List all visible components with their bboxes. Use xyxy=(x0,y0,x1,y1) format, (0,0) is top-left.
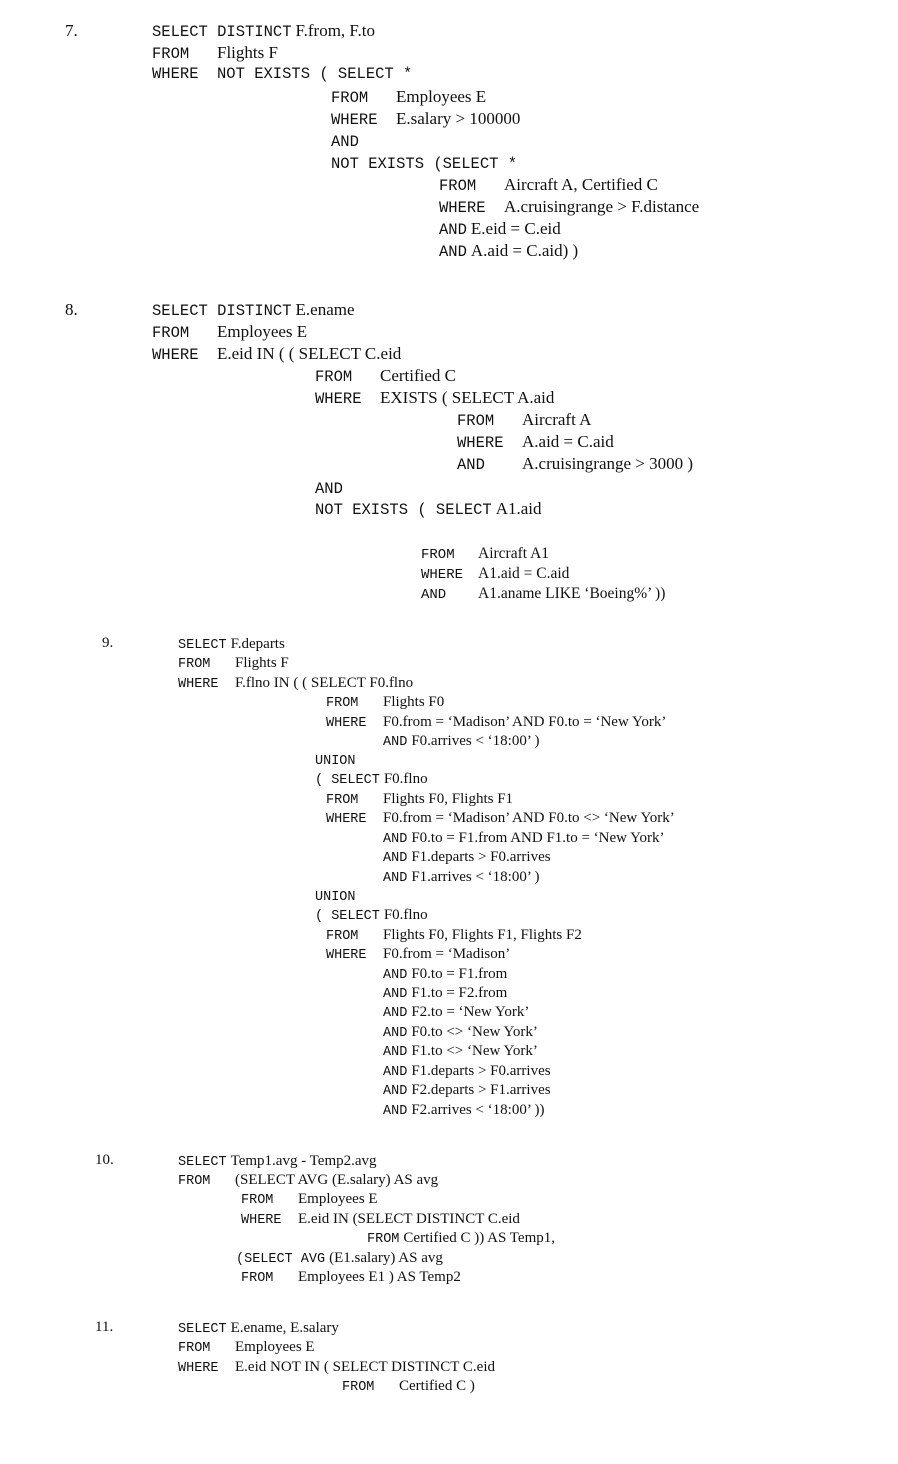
sql-keyword: FROM xyxy=(439,177,477,195)
sql-text: F0.from = ‘Madison’ AND F0.to = ‘New York’ xyxy=(383,714,667,730)
sql-line xyxy=(439,242,578,261)
sql-text: F2.departs > F1.arrives xyxy=(411,1082,551,1098)
sql-text: Employees E xyxy=(298,1191,378,1207)
sql-text: Aircraft A xyxy=(522,410,592,429)
sql-line xyxy=(383,1063,551,1080)
sql-text: E.eid IN (SELECT DISTINCT C.eid xyxy=(298,1211,520,1227)
sql-text: Employees E1 ) AS Temp2 xyxy=(298,1269,461,1285)
sql-keyword: WHERE xyxy=(178,1361,219,1376)
sql-line xyxy=(315,752,356,769)
sql-line xyxy=(457,411,591,430)
sql-text: F0.to <> ‘New York’ xyxy=(411,1024,538,1040)
sql-line xyxy=(315,888,356,905)
sql-text: F1.departs > F0.arrives xyxy=(411,849,551,865)
sql-keyword: FROM xyxy=(178,657,211,672)
sql-line xyxy=(178,1339,315,1356)
sql-keyword: FROM xyxy=(331,89,369,107)
sql-text: F2.to = ‘New York’ xyxy=(411,1004,530,1020)
sql-line xyxy=(152,301,355,320)
sql-keyword: FROM xyxy=(326,696,359,711)
sql-text: E.salary > 100000 xyxy=(396,109,521,128)
sql-line xyxy=(439,176,658,195)
sql-line xyxy=(315,389,554,408)
sql-text: A.aid = C.aid xyxy=(522,432,614,451)
sql-keyword: WHERE xyxy=(241,1213,282,1228)
sql-line xyxy=(331,110,520,129)
sql-line xyxy=(421,566,569,582)
sql-line xyxy=(457,433,614,452)
sql-keyword: WHERE xyxy=(326,716,367,731)
sql-line xyxy=(178,1153,377,1170)
sql-line xyxy=(383,1043,538,1060)
sql-text: (E1.salary) AS avg xyxy=(329,1250,443,1266)
sql-keyword: WHERE xyxy=(439,199,486,217)
sql-text: E.eid = C.eid xyxy=(470,219,561,238)
sql-keyword: AND xyxy=(383,1084,408,1099)
sql-text: F.from, F.to xyxy=(295,21,375,40)
sql-keyword: SELECT xyxy=(178,1322,227,1337)
query-number: 7. xyxy=(65,21,78,40)
sql-line xyxy=(152,22,375,41)
sql-text: Aircraft A1 xyxy=(478,545,550,562)
sql-keyword: WHERE xyxy=(457,434,504,452)
sql-text: F1.arrives < ‘18:00’ ) xyxy=(411,869,540,885)
sql-line xyxy=(439,220,561,239)
sql-keyword: UNION xyxy=(315,754,356,769)
sql-keyword: AND xyxy=(383,1104,408,1119)
sql-line xyxy=(326,927,582,944)
sql-keyword: WHERE xyxy=(326,812,367,827)
sql-text: Flights F0, Flights F1, Flights F2 xyxy=(383,927,582,943)
sql-keyword: AND xyxy=(331,133,359,151)
sql-line xyxy=(383,966,507,983)
sql-text: F0.to = F1.from AND F1.to = ‘New York’ xyxy=(411,830,665,846)
sql-keyword: FROM xyxy=(241,1271,274,1286)
sql-line xyxy=(439,198,699,217)
sql-line xyxy=(178,1172,438,1189)
sql-keyword: AND xyxy=(383,851,408,866)
sql-keyword: FROM xyxy=(421,547,455,563)
sql-line xyxy=(421,546,549,562)
sql-line xyxy=(241,1269,461,1286)
sql-text: Flights F xyxy=(217,43,278,62)
sql-keyword: WHERE xyxy=(315,390,362,408)
sql-text: F0.arrives < ‘18:00’ ) xyxy=(411,733,540,749)
sql-text: F0.flno xyxy=(383,771,428,787)
sql-line xyxy=(315,771,428,788)
sql-text: NOT EXISTS ( SELECT * xyxy=(217,65,413,83)
sql-keyword: FROM xyxy=(241,1193,274,1208)
sql-line xyxy=(315,367,456,386)
sql-keyword: WHERE xyxy=(331,111,378,129)
query-number: 11. xyxy=(95,1319,114,1335)
sql-keyword: SELECT DISTINCT xyxy=(152,23,292,41)
sql-keyword: FROM xyxy=(178,1174,211,1189)
sql-line xyxy=(383,849,551,866)
sql-line xyxy=(331,154,517,173)
sql-line xyxy=(236,1250,443,1267)
sql-text: Flights F0, Flights F1 xyxy=(383,791,514,807)
sql-line xyxy=(383,869,539,886)
sql-text: F0.from = ‘Madison’ xyxy=(383,946,511,962)
sql-text: A.cruisingrange > F.distance xyxy=(504,197,700,216)
sql-keyword: AND xyxy=(383,871,408,886)
sql-keyword: AND xyxy=(383,987,408,1002)
sql-keyword: AND xyxy=(315,480,343,498)
sql-line xyxy=(331,132,359,151)
sql-line xyxy=(383,985,507,1002)
sql-line xyxy=(315,500,542,519)
sql-text: F1.departs > F0.arrives xyxy=(411,1063,551,1079)
sql-keyword: AND xyxy=(383,735,408,750)
sql-text: Certified C ) xyxy=(399,1378,475,1394)
sql-keyword: AND xyxy=(383,1065,408,1080)
sql-keyword: FROM xyxy=(367,1232,400,1247)
sql-line xyxy=(326,810,675,827)
sql-keyword: UNION xyxy=(315,890,356,905)
sql-keyword: WHERE xyxy=(152,346,199,364)
sql-line xyxy=(383,1024,538,1041)
sql-line xyxy=(383,1082,551,1099)
sql-keyword: FROM xyxy=(152,324,190,342)
sql-keyword: NOT EXISTS ( SELECT xyxy=(315,501,492,519)
sql-keyword: FROM xyxy=(178,1341,211,1356)
sql-line xyxy=(383,1004,529,1021)
sql-keyword: SELECT xyxy=(178,1155,227,1170)
sql-text: Flights F xyxy=(235,655,289,671)
sql-text: EXISTS ( SELECT A.aid xyxy=(380,388,555,407)
sql-line xyxy=(326,791,513,808)
sql-keyword: SELECT xyxy=(178,638,227,653)
sql-keyword: FROM xyxy=(342,1380,375,1395)
query-number: 10. xyxy=(95,1152,114,1168)
sql-text: (SELECT AVG (E.salary) AS avg xyxy=(235,1172,439,1188)
sql-line xyxy=(241,1191,378,1208)
sql-line xyxy=(241,1211,520,1228)
sql-line xyxy=(367,1230,555,1247)
sql-keyword: ( SELECT xyxy=(315,909,380,924)
sql-line xyxy=(152,44,278,63)
sql-text: A1.aid = C.aid xyxy=(478,565,570,582)
sql-keyword: WHERE xyxy=(326,948,367,963)
sql-line xyxy=(152,345,401,364)
sql-line xyxy=(383,733,539,750)
sql-line xyxy=(326,694,444,711)
sql-text: F2.arrives < ‘18:00’ )) xyxy=(411,1102,545,1118)
sql-text: F.flno IN ( ( SELECT F0.flno xyxy=(235,675,414,691)
sql-text: E.eid IN ( ( SELECT C.eid xyxy=(217,344,402,363)
sql-line xyxy=(383,1102,544,1119)
sql-text: A1.aname LIKE ‘Boeing%’ )) xyxy=(478,585,666,602)
sql-line xyxy=(178,675,413,692)
sql-line xyxy=(152,66,412,83)
sql-line xyxy=(315,907,428,924)
sql-keyword: FROM xyxy=(315,368,353,386)
sql-line xyxy=(342,1378,475,1395)
sql-text: F0.to = F1.from xyxy=(411,966,508,982)
sql-line xyxy=(421,586,665,602)
sql-line xyxy=(178,1320,339,1337)
sql-text: A1.aid xyxy=(495,499,542,518)
sql-line xyxy=(331,88,486,107)
sql-line xyxy=(152,323,307,342)
sql-keyword: AND xyxy=(439,243,467,261)
sql-keyword: WHERE xyxy=(178,677,219,692)
sql-keyword: AND xyxy=(457,456,485,474)
sql-keyword: WHERE xyxy=(152,65,199,83)
sql-text: Employees E xyxy=(217,322,308,341)
sql-keyword: NOT EXISTS (SELECT * xyxy=(331,155,518,173)
sql-keyword: AND xyxy=(439,221,467,239)
sql-keyword: AND xyxy=(383,832,408,847)
sql-text: Flights F0 xyxy=(383,694,445,710)
sql-text: E.ename xyxy=(295,300,355,319)
sql-keyword: AND xyxy=(383,1006,408,1021)
sql-text: Certified C )) AS Temp1, xyxy=(403,1230,555,1246)
sql-keyword: FROM xyxy=(152,45,190,63)
sql-text: A.cruisingrange > 3000 ) xyxy=(522,454,694,473)
sql-text: F1.to = F2.from xyxy=(411,985,508,1001)
sql-text: Employees E xyxy=(235,1339,315,1355)
sql-text: A.aid = C.aid) ) xyxy=(470,241,579,260)
sql-text: F0.from = ‘Madison’ AND F0.to <> ‘New York’ xyxy=(383,810,675,826)
sql-line xyxy=(326,946,510,963)
sql-text: F.departs xyxy=(230,636,285,652)
sql-keyword: FROM xyxy=(457,412,495,430)
sql-keyword: AND xyxy=(383,1026,408,1041)
sql-keyword: ( SELECT xyxy=(315,773,380,788)
sql-line xyxy=(326,714,666,731)
sql-line xyxy=(315,479,343,498)
sql-text: F1.to <> ‘New York’ xyxy=(411,1043,538,1059)
sql-line xyxy=(178,636,285,653)
sql-text: F0.flno xyxy=(383,907,428,923)
sql-keyword: SELECT DISTINCT xyxy=(152,302,292,320)
query-number: 8. xyxy=(65,300,78,319)
sql-line xyxy=(457,455,693,474)
query-number: 9. xyxy=(102,635,114,651)
sql-keyword: WHERE xyxy=(421,567,464,583)
sql-keyword: AND xyxy=(421,587,447,603)
sql-text: E.eid NOT IN ( SELECT DISTINCT C.eid xyxy=(235,1359,495,1375)
sql-text: Aircraft A, Certified C xyxy=(504,175,658,194)
sql-line xyxy=(383,830,665,847)
sql-keyword: FROM xyxy=(326,929,359,944)
sql-text: Temp1.avg - Temp2.avg xyxy=(230,1153,377,1169)
sql-keyword: AND xyxy=(383,968,408,983)
sql-text: Certified C xyxy=(380,366,457,385)
sql-keyword: FROM xyxy=(326,793,359,808)
sql-line xyxy=(178,1359,495,1376)
sql-keyword: AND xyxy=(383,1045,408,1060)
sql-text: E.ename, E.salary xyxy=(230,1320,339,1336)
sql-keyword: (SELECT AVG xyxy=(236,1252,326,1267)
sql-line xyxy=(178,655,289,672)
sql-text: Employees E xyxy=(396,87,487,106)
